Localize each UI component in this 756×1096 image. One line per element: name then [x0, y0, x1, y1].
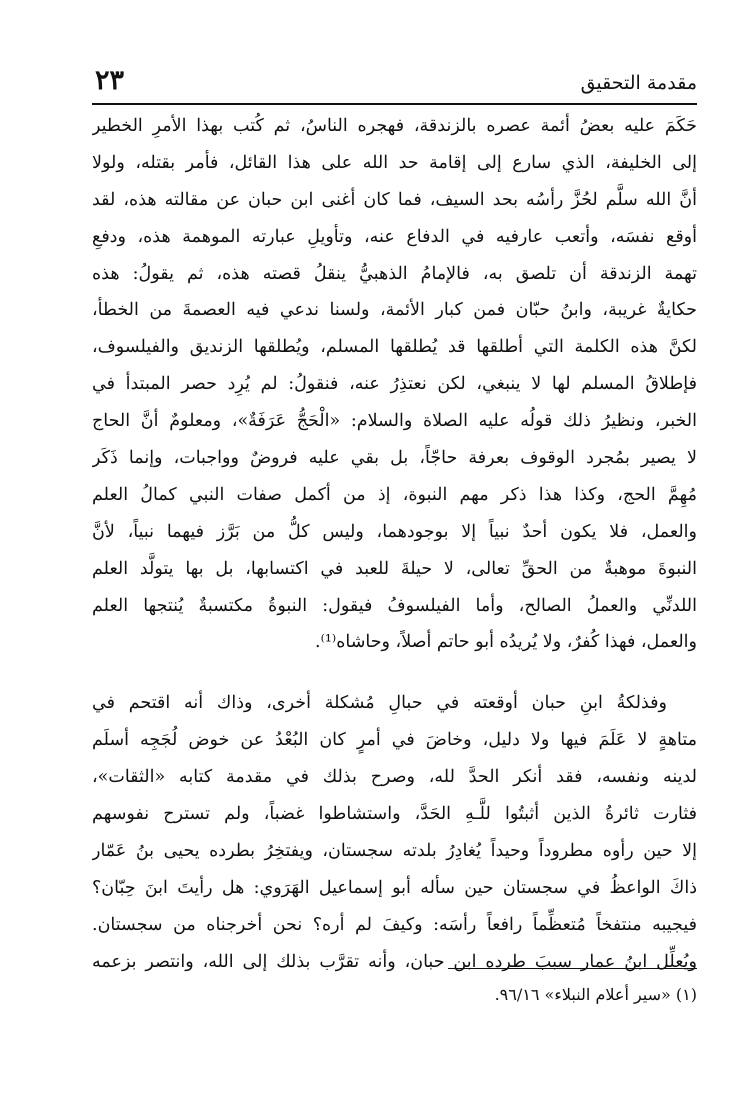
text-line: أوقع نفسَه، وأتعب عارفيه في الدفاع عنه، وتأويلِ عبارته الموهمة هذه، ودفعِ: [92, 226, 697, 247]
page-header: [95, 66, 697, 100]
text-line: النبوةَ موهبةٌ من الحقِّ تعالى، لا حيلةَ للعبد في اكتسابها، بل بها يتولَّد العلم: [92, 558, 697, 579]
text-line: لدينه ونفسه، فقد أنكر الحدَّ لله، وصرح بذلك في مقدمة كتابه «الثقات»،: [92, 767, 697, 788]
text-line: إلا حين رأوه مطروداً وحيداً يُغادِرُ بلدته سجستان، ويفتخِرُ بطرده يحيى بنُ عَمّار: [92, 840, 697, 861]
text-line: فيجيبه منتفخاً مُتعظِّماً رافعاً رأسَه: وكيفَ لم أره؟ نحن أخرجناه من سجستان.: [92, 914, 697, 935]
text-line: متاهةٍ لا عَلَمَ فيها ولا دليل، وخاضَ في أمرٍ كان البُعْدُ عن خوض لُجَجِه أسلَم: [92, 730, 697, 751]
text-line: ذاكَ الواعظُ في سجستان حين سأله أبو إسماعيل الهَرَوي: هل رأيتَ ابنَ حِبّان؟: [92, 877, 697, 898]
running-title: مقدمة التحقيق: [580, 72, 697, 94]
main-text: [92, 108, 697, 980]
text-line: الخبر، ونظيرُ ذلك قولُه عليه الصلاة والسلام: «الْحَجُّ عَرَفَةٌ»، ومعلومٌ أنَّ الحاج: [92, 411, 697, 432]
header-divider: [92, 103, 697, 105]
text-line: إلى الخليفة، الذي سارع إلى إقامة حد الله على هذا القائل، فأمر بقتله، ولولا: [92, 152, 697, 173]
text-line: لا يصير بمُجرد الوقوف بعرفة حاجّاً، بل بقي عليه فروضٌ وواجبات، وإنما ذَكَر: [92, 448, 697, 469]
text-line: لكنَّ هذه الكلمة التي أطلقها قد يُطلقها المسلم، ويُطلقها الزنديق والفيلسوف،: [92, 337, 697, 358]
text-line: فإطلاقُ المسلم لها لا ينبغي، لكن نعتذِرُ عنه، فنقولُ: لم يُرِد حصر المبتدأ في: [92, 374, 697, 395]
text-line: تهمة الزندقة أن تلصق به، فالإمامُ الذهبيُّ ينقلُ قصته هذه، ثم يقولُ: هذه: [92, 263, 697, 284]
text-line: والعمل، فلا يكون أحدٌ نبياً إلا بوجودهما، وليس كلُّ من بَرَّز فيهما نبياً، لأنَّ: [92, 521, 697, 542]
page-number: ٢٣: [95, 65, 125, 96]
text-line: حَكَمَ عليه بعضُ أئمة عصره بالزندقة، فهجره الناسُ، ثم كُتب بهذا الأمرِ الخطير: [92, 116, 697, 136]
text-line: والعمل، فهذا كُفرٌ، ولا يُريدُه أبو حاتم أصلاً، وحاشاه⁽¹⁾.: [315, 632, 697, 653]
text-line: حكايةٌ غريبة، وابنُ حبّان فمن كبار الأئمة، ولسنا ندعي فيه العصمةَ من الخطأ،: [92, 300, 697, 321]
text-line: أنَّ الله سلَّم لحُزَّ رأسُه بحد السيف، فما كان أغنى ابن حبان عن مقالته هذه، لقد: [92, 189, 697, 210]
text-line: وفذلكةُ ابنِ حبان أوقعته في حبالِ مُشكلة أخرى، وذاك أنه اقتحم في: [92, 693, 667, 714]
text-line: فثارت ثائرةُ الذين أثبتُوا للَّـهِ الحَدَّ، واستشاطوا غضباً، ولم تسترح نفوسهم: [92, 804, 697, 825]
paragraph-2: [92, 685, 697, 980]
paragraph-1: [92, 108, 697, 661]
footnote: (١) «سير أعلام النبلاء» ٩٦/١٦.: [494, 985, 697, 1004]
text-line: ويُعلِّل ابنُ عمار سببَ طرده ابن حبان، وأنه تقرَّب بذلك إلى الله، وانتصر بزعمه: [92, 951, 697, 972]
text-line: مُهِمَّ الحج، وكذا هذا ذكر مهم النبوة، إذ من أكمل صفات النبي كمالُ العلم: [92, 484, 697, 505]
footnote-divider: [448, 968, 697, 969]
text-line: اللدنِّي والعملُ الصالح، وأما الفيلسوفُ فيقول: النبوةُ مكتسبةٌ يُنتجها العلم: [92, 595, 697, 616]
paragraph-gap: [92, 661, 697, 685]
